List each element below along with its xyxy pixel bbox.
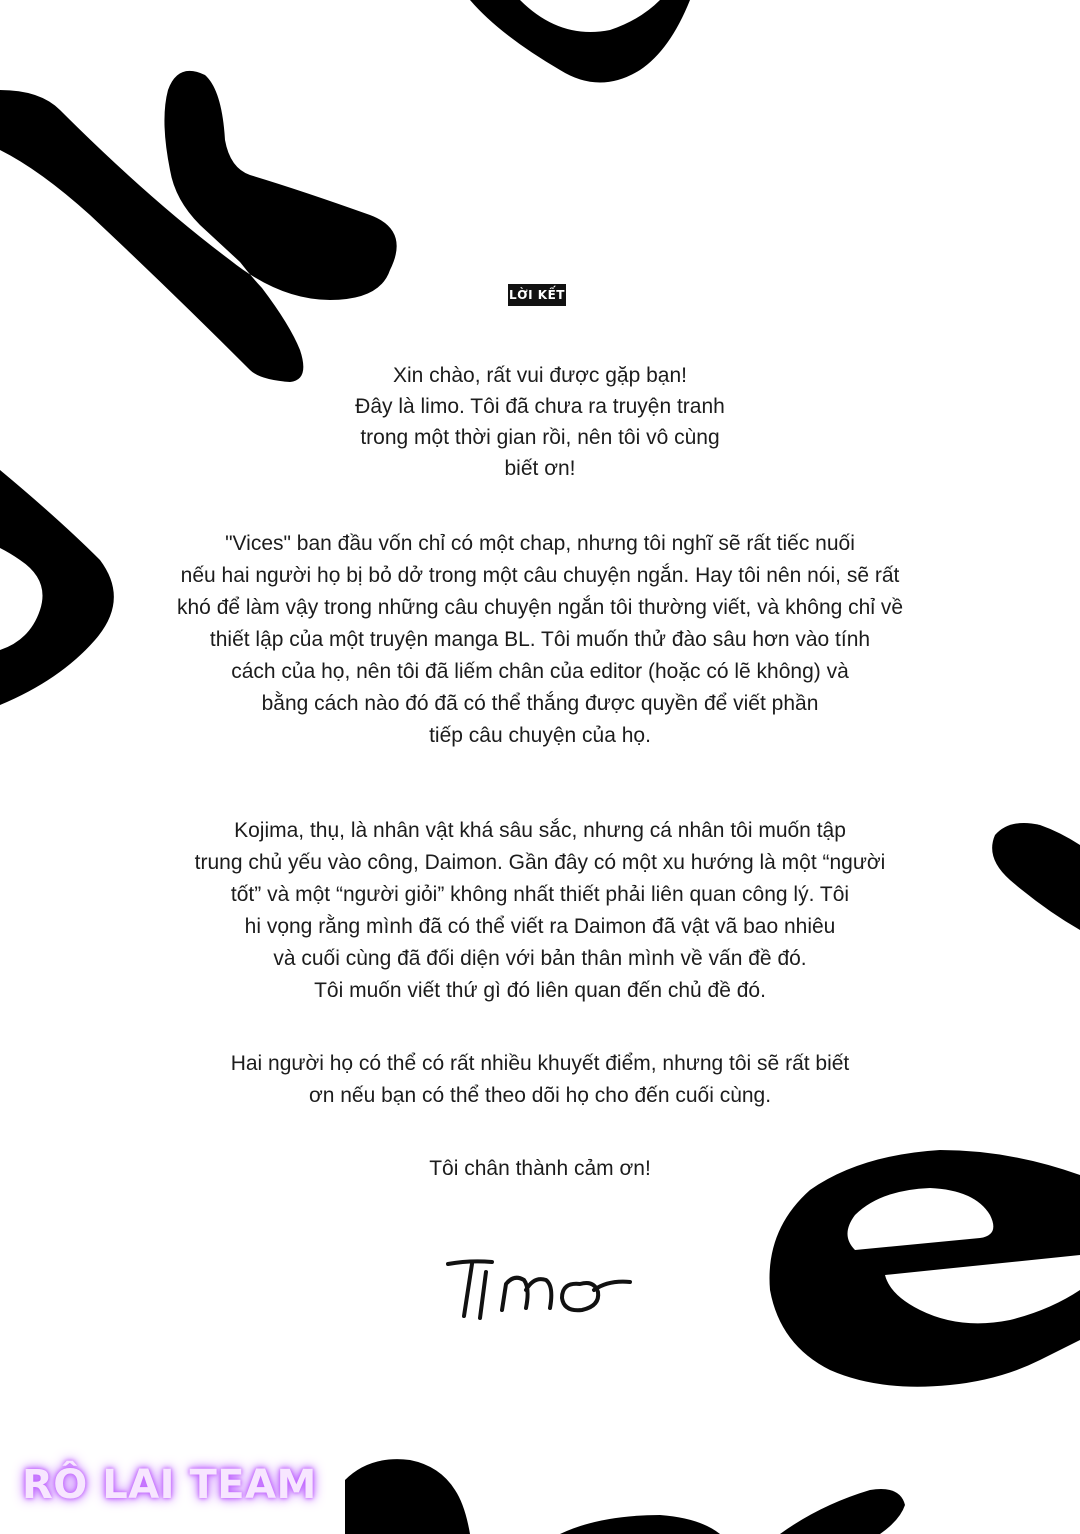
text-line: ơn nếu bạn có thể theo dõi họ cho đến cuối cùng. xyxy=(308,1084,772,1107)
signature-stroke-l xyxy=(464,1264,472,1316)
deco-right-bar xyxy=(992,823,1080,930)
text-line: thiết lập của một truyện manga BL. Tôi muốn thử đào sâu hơn vào tính xyxy=(209,628,871,651)
signature-stroke-tail xyxy=(594,1282,630,1290)
text-line: khó để làm vậy trong những câu chuyện ngắn tôi thường viết, và không chỉ về xyxy=(177,596,903,619)
text-line: Tôi chân thành cảm ơn! xyxy=(429,1157,651,1180)
deco-k-diagonal xyxy=(0,71,397,382)
text-line: nếu hai người họ bị bỏ dở trong một câu chuyện ngắn. Hay tôi nên nói, sẽ rất xyxy=(180,564,900,587)
text-line: trong một thời gian rồi, nên tôi vô cùng xyxy=(360,426,720,449)
deco-bottom-arc xyxy=(560,1515,720,1534)
deco-bottom-right-stroke xyxy=(780,1489,905,1534)
text-line: cách của họ, nên tôi đã liếm chân của editor (hoặc có lẽ không) và xyxy=(231,660,849,683)
page-title: LỜI KẾT xyxy=(508,284,566,306)
author-signature xyxy=(440,1250,640,1330)
text-line: Tôi muốn viết thứ gì đó liên quan đến chủ đề đó. xyxy=(314,979,766,1002)
paragraph-characters xyxy=(150,815,930,1007)
text-line: và cuối cùng đã đối diện với bản thân mình về vấn đề đó. xyxy=(273,947,807,970)
paragraph-greeting xyxy=(150,360,930,484)
signature-stroke-o xyxy=(562,1283,598,1310)
paragraph-thanks xyxy=(150,1153,930,1185)
text-line: bằng cách nào đó đã có thể thắng được quyền để viết phần xyxy=(261,692,819,715)
watermark-logo: RÔ LAI TEAM xyxy=(22,1462,317,1508)
text-line: biết ơn! xyxy=(504,457,576,480)
text-line: Hai người họ có thể có rất nhiều khuyết điểm, nhưng tôi sẽ rất biết xyxy=(230,1052,850,1075)
paragraph-vices xyxy=(150,528,930,752)
deco-left-curve xyxy=(0,470,114,705)
text-line: trung chủ yếu vào công, Daimon. Gần đây có một xu hướng là một “người xyxy=(194,851,886,874)
signature-stroke-m xyxy=(502,1278,551,1310)
deco-top-e-stroke xyxy=(470,0,690,83)
text-line: Kojima, thụ, là nhân vật khá sâu sắc, nhưng cá nhân tôi muốn tập xyxy=(234,819,846,842)
text-line: Đây là limo. Tôi đã chưa ra truyện tranh xyxy=(355,395,725,418)
text-line: hi vọng rằng mình đã có thể viết ra Daimon đã vật vã bao nhiêu xyxy=(244,915,836,938)
paragraph-closing xyxy=(150,1048,930,1112)
text-line: tốt” và một “người giỏi” không nhất thiết phải liên quan công lý. Tôi xyxy=(230,883,850,906)
text-line: tiếp câu chuyện của họ. xyxy=(429,724,651,747)
text-line: Xin chào, rất vui được gặp bạn! xyxy=(393,364,687,387)
text-line: "Vices" ban đầu vốn chỉ có một chap, nhưng tôi nghĩ sẽ rất tiếc nuối xyxy=(225,532,855,555)
signature-stroke-i xyxy=(480,1272,486,1318)
deco-bottom-blob xyxy=(345,1459,470,1534)
deco-right-e xyxy=(770,1150,1080,1387)
signature-stroke-l-top xyxy=(448,1261,492,1264)
